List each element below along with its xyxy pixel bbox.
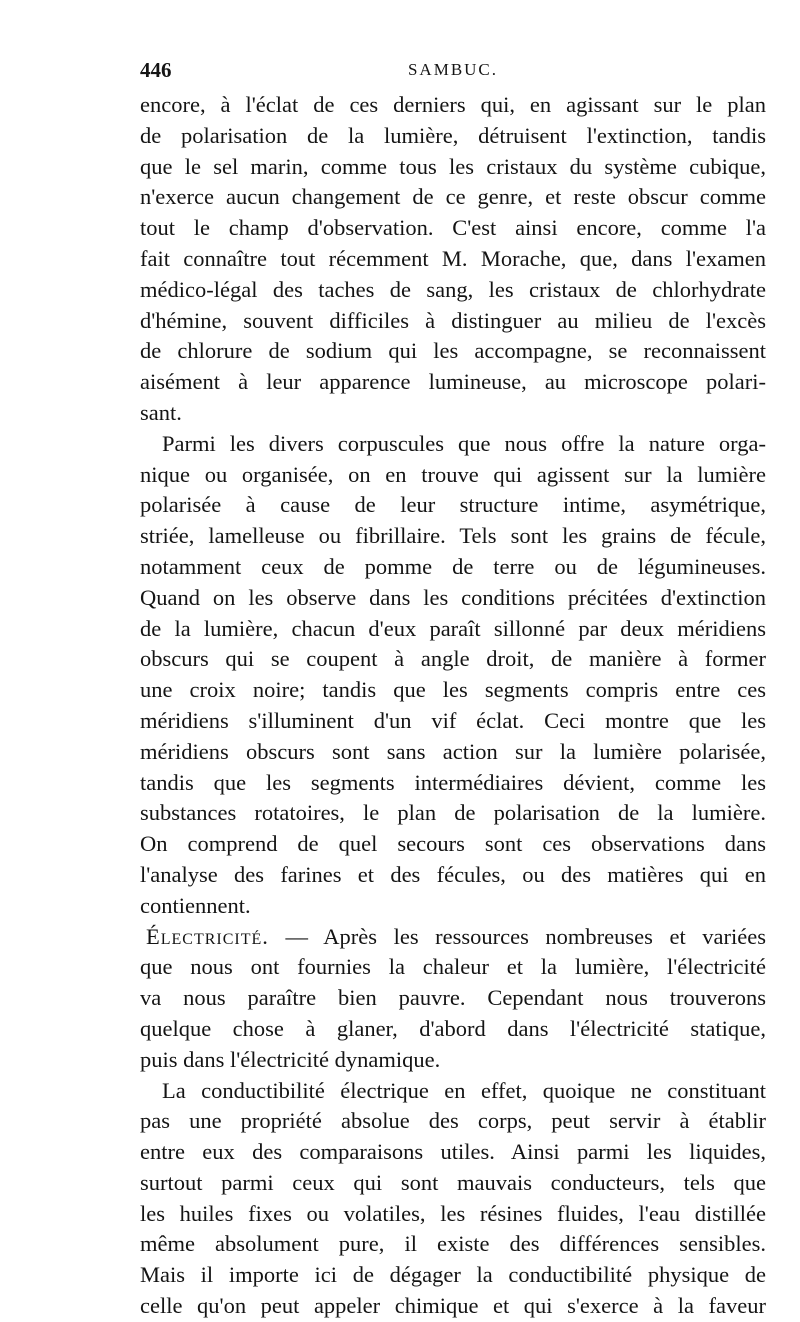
text-line: va nous paraître bien pauvre. Cependant nous trouverons bbox=[140, 985, 766, 1011]
text-line: pas une propriété absolue des corps, peut servir à établir bbox=[140, 1108, 766, 1134]
section-line bbox=[140, 922, 766, 953]
text-line: contiennent. bbox=[140, 892, 251, 918]
text-line: celle qu'on peut appeler chimique et qui s'exerce à la faveur bbox=[140, 1293, 766, 1319]
text-line: de polarisation de la lumière, détruisent l'extinction, tandis bbox=[140, 122, 766, 148]
text-line: de chlorure de sodium qui les accompagne, se reconnaissent bbox=[140, 338, 766, 364]
text-line: entre eux des comparaisons utiles. Ainsi parmi les liquides, bbox=[140, 1139, 766, 1165]
text-line: même absolument pure, il existe des différences sensibles. bbox=[140, 1231, 766, 1257]
page-number: 446 bbox=[140, 58, 172, 82]
text-line: n'exerce aucun changement de ce genre, et reste obscur comme bbox=[140, 184, 766, 210]
text-line: notamment ceux de pomme de terre ou de légumineuses. bbox=[140, 553, 766, 579]
page-header bbox=[140, 58, 766, 90]
text-line: aisément à leur apparence lumineuse, au microscope polari- bbox=[140, 369, 766, 395]
text-line: que nous ont fournies la chaleur et la lumière, l'électricité bbox=[140, 954, 766, 980]
text-line: nique ou organisée, on en trouve qui agissent sur la lumière bbox=[140, 461, 766, 487]
text-line: une croix noire; tandis que les segments compris entre ces bbox=[140, 677, 766, 703]
text-line: obscurs qui se coupent à angle droit, de manière à former bbox=[140, 646, 766, 672]
text-line: Parmi les divers corpuscules que nous offre la nature orga- bbox=[162, 430, 766, 456]
text-line: d'hémine, souvent difficiles à distinguer au milieu de l'excès bbox=[140, 307, 766, 333]
text-line: de la lumière, chacun d'eux paraît sillonné par deux méridiens bbox=[140, 615, 766, 641]
text-line: On comprend de quel secours sont ces observations dans bbox=[140, 831, 766, 857]
text-line: striée, lamelleuse ou fibrillaire. Tels sont les grains de fécule, bbox=[140, 523, 766, 549]
text-line: tandis que les segments intermédiaires dévient, comme les bbox=[140, 769, 766, 795]
section-heading: Électricité. bbox=[146, 923, 269, 949]
text-line: La conductibilité électrique en effet, quoique ne constituant bbox=[162, 1077, 766, 1103]
text-line: Mais il importe ici de dégager la conductibilité physique de bbox=[140, 1262, 766, 1288]
text-line: sant. bbox=[140, 399, 182, 425]
text-line: l'analyse des farines et des fécules, ou des matières qui en bbox=[140, 861, 766, 887]
text-line: encore, à l'éclat de ces derniers qui, en agissant sur le plan bbox=[140, 92, 766, 117]
text-line: Quand on les observe dans les conditions précitées d'extinction bbox=[140, 584, 766, 610]
text-line: — Après les ressources nombreuses et variées bbox=[285, 923, 766, 949]
running-head: SAMBUC. bbox=[407, 60, 499, 79]
text-line: tout le champ d'observation. C'est ainsi encore, comme l'a bbox=[140, 215, 766, 241]
text-line: surtout parmi ceux qui sont mauvais conducteurs, tels que bbox=[140, 1169, 766, 1195]
text-line: puis dans l'électricité dynamique. bbox=[140, 1046, 441, 1072]
text-line: que le sel marin, comme tous les cristaux du système cubique, bbox=[140, 153, 766, 179]
text-line: méridiens s'illuminent d'un vif éclat. Ceci montre que les bbox=[140, 707, 766, 733]
text-line: substances rotatoires, le plan de polarisation de la lumière. bbox=[140, 800, 766, 826]
text-line: fait connaître tout récemment M. Morache, que, dans l'examen bbox=[140, 245, 766, 271]
body-text bbox=[140, 90, 766, 1322]
text-line: polarisée à cause de leur structure intime, asymétrique, bbox=[140, 492, 766, 518]
text-line: méridiens obscurs sont sans action sur la lumière polarisée, bbox=[140, 738, 766, 764]
text-line: médico-légal des taches de sang, les cristaux de chlorhydrate bbox=[140, 276, 766, 302]
text-line: les huiles fixes ou volatiles, les résines fluides, l'eau distillée bbox=[140, 1200, 766, 1226]
text-line: quelque chose à glaner, d'abord dans l'électricité statique, bbox=[140, 1015, 766, 1041]
